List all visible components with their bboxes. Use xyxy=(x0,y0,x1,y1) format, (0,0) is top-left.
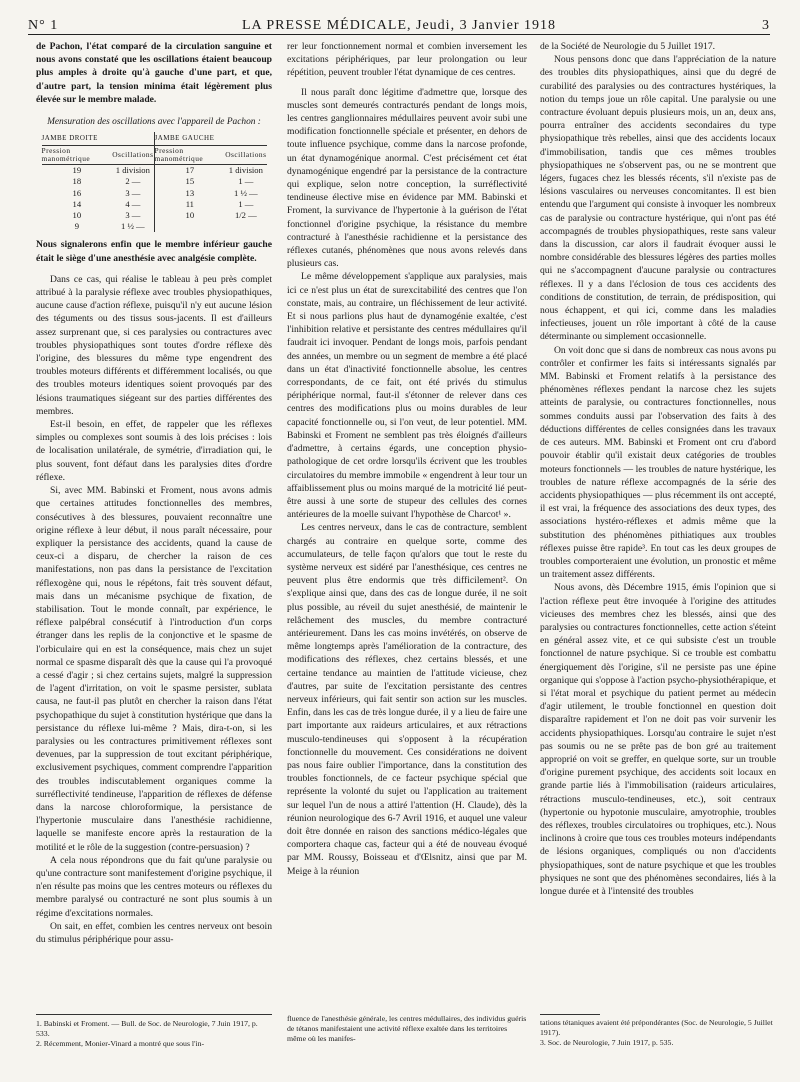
table-cell: 1 — xyxy=(238,176,254,187)
paragraph: Il nous paraît donc légitime d'admettre que, lorsque des muscles sont demeurés contracturés pendant de longs mois, les centres ganglionnaires médullaires peuvent avoir subi une modification fonctionnelle spéciale et présenter, en dehors de toute influence psychique, comme dans la narcose profonde, un état dynamogénique anormal. C'est précisément cet état dynamogénique engendré par la persistance de la contracture qui explique, selon notre conception, la surréflectivité tendineuse élective mise en évidence par MM. Babinski et Froment, la survivance de l'hypertonie à la guérison de l'état fonctionnel d'origine psychique, la résistance du membre contracturé à l'anesthésie rachidienne et la persistance des réflexes cutanés, phénomènes que nous avons relevés dans plusieurs cas. xyxy=(287,86,527,270)
paragraph: On voit donc que si dans de nombreux cas nous avons pu contrôler et confirmer les faits si intéressants signalés par MM. Babinski et Froment relatifs à la persistance des phénomènes réflexes pendant la narcose chez les sujets atteints de paralysie, ou contractures fonctionnelles, nous sommes conduits aussi par l'observation des faits à des déductions différentes de celles consignées dans les travaux de ces auteurs. MM. Babinski et Froment ont cru d'abord pouvoir établir qu'il existait deux catégories de troubles moteurs fonctionnels — les troubles de nature hystérique, les troubles de nature réflexe accompagnés de la série des accidents physiopathiques — plus récemment ils ont accepté, il est vrai, la fréquence des associations des deux types, des associations hystéro-réflexes et admis même que la substitution des phénomènes pithiatiques aux troubles réflexes puisse être rapide³. En tout cas les deux groupes de troubles comporteraient une évolution, un pronostic et même un traitement assez différents. xyxy=(540,344,776,581)
table-cell: 10 xyxy=(185,210,195,221)
table-row xyxy=(42,199,267,210)
header-oscillations: Oscillations xyxy=(225,146,266,165)
footnotes-col-2 xyxy=(287,1014,527,1044)
table-row xyxy=(42,221,267,232)
paragraph: Nous pensons donc que dans l'appréciation de la nature des troubles dits physiopathiques, ainsi que du degré de curabilité des paralysies ou des contractures hystériques, la notion du temps joue un rôle capital. Une paralysie ou une contracture évoluant depuis plusieurs mois, un an, deux ans, pourra entraîner des accidents secondaires du type physiopathique très rebelles, ainsi que des accidents locaux d'immobilisation, tandis que ces mêmes troubles physiopathiques ne s'observent pas, ou ne se montrent que légers, fugaces chez les blessés récents, s'il n'existe pas de lésions vasculaires ou nerveuses concomitantes. Il est bien entendu que l'argument qui consiste à invoquer les nombreux cas de paralysie ou contracture hystérique, qui n'ont pas été accompagnés de troubles physiopathiques, reste sans valeur dans la discussion, car alors il faudrait évoquer aussi le nombre considérable des blessures légères des parties molles qui ne s'accompagnent d'aucune paralysie ou contractures réflexes. Il y a dans l'éclosion de tous ces accidents des conditions de constitution, de terrain, de prédisposition, qui nous échappent, et qui ici, comme dans les maladies infectieuses, jouent un rôle important à côté de la cause déterminante ou simplement occasionnelle. xyxy=(540,54,776,343)
table-cell: 11 xyxy=(185,198,194,209)
footnote: tations tétaniques avaient été prépondérantes (Soc. de Neurologie, 5 Juillet 1917). xyxy=(540,1018,773,1037)
header-oscillations: Oscillations xyxy=(112,146,154,165)
header-left-leg: JAMBE GAUCHE xyxy=(154,134,215,143)
table-cell: 3 — xyxy=(112,188,154,199)
table-row xyxy=(42,176,267,187)
paragraph: Les centres nerveux, dans le cas de contracture, semblent chargés au contraire en quelque sorte, comme des accumulateurs, de telle façon qu'alors que tout le reste du système nerveux est sidéré par l'anesthésique, ces centres ne peuvent plus être endormis que très difficilement². On s'explique ainsi que, dans des cas de longue durée, il ne soit plus possible, au réveil du sujet anesthésié, de maintenir le relâchement des muscles, du membre contracturé antérieurement. Dans les cas moins invétérés, on observe de même longtemps après l'amélioration de la contracture, des modifications des réflexes, chez certains blessés, et une certaine tendance au maintien de l'attitude vicieuse, chez d'autres, par suite de l'excitation persistante des centres nerveux inférieurs, qui fait sentir son action sur les muscles. Enfin, dans les cas de très longue durée, il y a lieu de faire une part importante aux raideurs articulaires, et aux rétractions musculo-tendineuses qui s'opposent à la récupération fonctionnelle du mouvement. Ces considérations ne doivent pas nous faire oublier l'importance, dans la constitution des troubles fonctionnels, de ce facteur psychique spécial que représente la volonté du sujet ou l'application au traitement sur lequel l'un de nous a attiré l'attention (H. Claude), dès la réunion neurologique des 6-7 Avril 1916, et auquel une valeur doit être donnée en raison des sanctions médico-légales que comportera chaque cas, facteur qui a été de nouveau évoqué par MM. Roussy, Boisseau et d'Œlsnitz, ainsi que par M. Meige à la réunion xyxy=(287,522,527,877)
table-row xyxy=(42,188,267,199)
table-cell: 13 xyxy=(185,187,195,198)
table-caption: Mensuration des oscillations avec l'appareil de Pachon : xyxy=(47,117,261,128)
column-2 xyxy=(287,40,527,878)
table-cell: 9 xyxy=(74,221,79,232)
table-cell xyxy=(154,221,225,232)
table-cell: 1 — xyxy=(238,198,254,209)
table-cell: 1/2 — xyxy=(234,210,257,221)
table-cell: 14 xyxy=(72,198,82,209)
table-cell: 16 xyxy=(72,187,82,198)
footnotes-col-1 xyxy=(36,1014,272,1049)
paragraph: rer leur fonctionnement normal et combien inversement les excitations périphériques, par leur prolongation ou leur répétition, peuvent troubler l'état dynamique de ces centres. xyxy=(287,41,527,79)
header-pressure: Pression manométrique xyxy=(154,146,225,165)
paragraph: Dans ce cas, qui réalise le tableau à peu près complet attribué à la paralysie réflexe avec troubles physiopathiques, aucune cause d'action réflexe, puisqu'il n'y eut aucune lésion des téguments ou des tissus sous-jacents. Il est d'ailleurs assez surprenant que, si ces paralysies ou contractures avec troubles physiopathiques sont toutes d'ordre réflexe dès l'origine, des blessures du même type engendrent des troubles moteurs différents et différemment localisés, ou que des troubles moteurs identiques soient provoqués par des lésions traumatiques siégeant sur des parties différentes des membres. xyxy=(36,273,272,417)
header-right-leg: JAMBE DROITE xyxy=(42,132,155,146)
paragraph: Nous avons, dès Décembre 1915, émis l'opinion que si l'action réflexe peut être invoquée à l'origine des attitudes vicieuses des membres chez les blessés, ainsi que des paralysies ou contractures fonctionnelles, cette action s'éteint en général assez vite, et ce qui subsiste c'est un trouble fonctionnel de nature psychique. Si ce trouble est combattu énergiquement dès l'origine, s'il ne persiste pas une épine organique qui s'oppose à l'action psycho-physiothérapique, et si l'état moral et psychique du patient permet au médecin d'agir utilement, le trouble fonctionnel en question doit disparaître rapidement et l'on ne doit pas voir survenir les accidents physiopathiques. Lorsqu'au contraire le sujet n'est pas soumis ou ne se prête pas de bon gré au traitement approprié on voit se greffer, en quelque sorte, sur un trouble d'origine purement psychique, des accidents soit locaux en grande partie liés à l'immobilisation (raideurs articulaires, rétractions musculo-tendineuses, etc.), soit centraux (hypertonie ou hypotonie musculaire, amyotrophie, troubles des réflexes, troubles circulatoires ou trophiques, etc.). Nous inclinons à croire que tous ces troubles moteurs indépendants de lésions organiques, compliqués ou non d'accidents physiopathiques, sont de nature psychique et que les troubles physiques ne sont que des phénomènes secondaires, liés à la longue durée et à l'intensité des troubles xyxy=(540,582,776,897)
paragraph: Est-il besoin, en effet, de rappeler que les réflexes simples ou complexes sont soumis à des lois précises : lois de localisation unilatérale, de symétrie, d'irradiation qui, le plus souvent, font défaut dans les paralysies dites d'ordre réflexe. xyxy=(36,419,272,483)
table-cell: 1 division xyxy=(112,165,154,177)
table-cell: 15 xyxy=(185,176,195,187)
paragraph: de la Société de Neurologie du 5 Juillet 1917. xyxy=(540,41,716,52)
table-cell: 17 xyxy=(185,165,195,176)
page-number: 3 xyxy=(762,18,770,33)
journal-title: LA PRESSE MÉDICALE, Jeudi, 3 Janvier 1918 xyxy=(242,18,556,33)
table-cell: 19 xyxy=(72,165,82,176)
paragraph: de Pachon, l'état comparé de la circulation sanguine et nous avons constaté que les oscillations étaient beaucoup plus amples à droite qu'à gauche d'une part, et que, d'autre part, la tension minima était légèrement plus élevée sur le membre malade. xyxy=(36,41,272,105)
table-row xyxy=(42,210,267,221)
column-1 xyxy=(36,40,272,946)
table-cell: 4 — xyxy=(112,199,154,210)
paragraph: Le même développement s'applique aux paralysies, mais ici ce n'est plus un état de surexcitabilité des centres que l'on constate, mais, au contraire, un fléchissement de leur activité. Et si nous parlions plus haut de dynamogénie exaltée, c'est l'inhibition relative et persistante des centres médullaires qu'il faudrait ici invoquer. Pendant de longs mois, parfois pendant des années, un membre ou un segment de membre a été placé dans un état d'inactivité fonctionnelle absolue, les centres correspondants, de ce fait, ont été privés du stimulus périphérique normal, faut-il s'étonner de relever dans ces centres des modifications plus ou moins durables de leur capacité fonctionnelle ou, si l'on veut, de leur potentiel. MM. Babinski et Froment ne semblent pas très éloignés d'ailleurs d'admettre, à certains égards, une conception physio-pathologique de cet ordre lorsqu'ils écrivent que les troubles circulatoires du membre immobile « engendrent à leur tour un affaiblissement plus ou moins marqué de la motricité lié peut-être aussi à une sorte de stupeur des cellules des cornes antérieures de la moelle suivant l'hypothèse de Charcot¹ ». xyxy=(287,271,527,521)
paragraph: On sait, en effet, combien les centres nerveux ont besoin du stimulus périphérique pour assu- xyxy=(36,920,272,945)
table-cell: 2 — xyxy=(112,176,154,187)
header-rule xyxy=(28,34,770,35)
header-pressure: Pression manométrique xyxy=(42,146,113,165)
footnote: 1. Babinski et Froment. — Bull. de Soc. de Neurologie, 7 Juin 1917, p. 533. xyxy=(36,1019,258,1038)
issue-number: N° 1 xyxy=(28,18,59,33)
paragraph: Nous signalerons enfin que le membre inférieur gauche était le siège d'une anesthésie avec analgésie complète. xyxy=(36,239,272,264)
table-row xyxy=(42,165,267,177)
footnote: fluence de l'anesthésie générale, les centres médullaires, des individus guéris de tétanos manifestaient une activité réflexe exaltée dans les territoires même où les manifes- xyxy=(287,1014,527,1043)
table-cell: 18 xyxy=(72,176,82,187)
paragraph: Si, avec MM. Babinski et Froment, nous avons admis que certaines attitudes fonctionnelles des membres, consécutives à des blessures, pouvaient reconnaître une origine réflexe à leur début, il nous paraît nécessaire, pour expliquer la persistance des accidents, quand la cause de ceux-ci a disparu, de chercher la raison de ces manifestations, non pas dans la persistance de l'excitation réflexogène qui, nous le répétons, fait très souvent défaut, mais dans un mécanisme psychique de fixation, de stabilisation. Tout le monde connaît, par expérience, le réflexe palpébral consécutif à l'introduction d'un corps étranger dans les replis de la conjonctive et le spasme de l'orbiculaire qui en est la conséquence, mais chez un sujet normal ce spasme disparaît dès que la cause qui l'a provoqué a cessé d'agir ; si chez certains sujets, malgré la suppression de l'agent d'irritation, on voit le spasme persister, sublata causa, ne faut-il pas plutôt en chercher la raison dans l'état psychopathique du sujet à constitution hystérique que dans la persistance du réflexe lui-même ? Mais, dira-t-on, si les paralysies ou les contractures primitivement réflexes sont devenues, par la suppression de tout excitant périphérique, exclusivement psychiques, comment comprendre l'apparition des troubles indiscutablement organiques comme la surréflectivité tendineuse, l'apparition de réflexes de défense dans la narcose chloroformique, la persistance de l'hypertonie musculaire dans l'anesthésie rachidienne, laquelle se manifeste encore après la restauration de la motilité et le rôle de la suggestion (contre-persuasion) ? xyxy=(36,485,272,853)
paragraph: A cela nous répondrons que du fait qu'une paralysie ou qu'une contracture sont manifestement d'origine psychique, il n'en résulte pas moins que les centres moteurs ou réflexes du membre paralysé ou contracturé ne sont plus soumis à un régime d'excitations normales. xyxy=(36,854,272,919)
footnote-rule xyxy=(540,1014,600,1015)
table-cell: 1 ½ — xyxy=(234,187,258,198)
table-cell xyxy=(225,221,266,232)
footnote: 2. Récemment, Monier-Vinard a montré que sous l'in- xyxy=(36,1039,205,1048)
oscillation-table xyxy=(42,132,267,232)
table-cell: 10 xyxy=(72,210,82,221)
table-cell: 3 — xyxy=(112,210,154,221)
column-3 xyxy=(540,40,776,898)
table-cell: 1 ½ — xyxy=(112,221,154,232)
table-cell: 1 division xyxy=(228,165,263,176)
footnote: 3. Soc. de Neurologie, 7 Juin 1917, p. 535. xyxy=(540,1038,674,1047)
footnotes-col-3 xyxy=(540,1014,776,1048)
